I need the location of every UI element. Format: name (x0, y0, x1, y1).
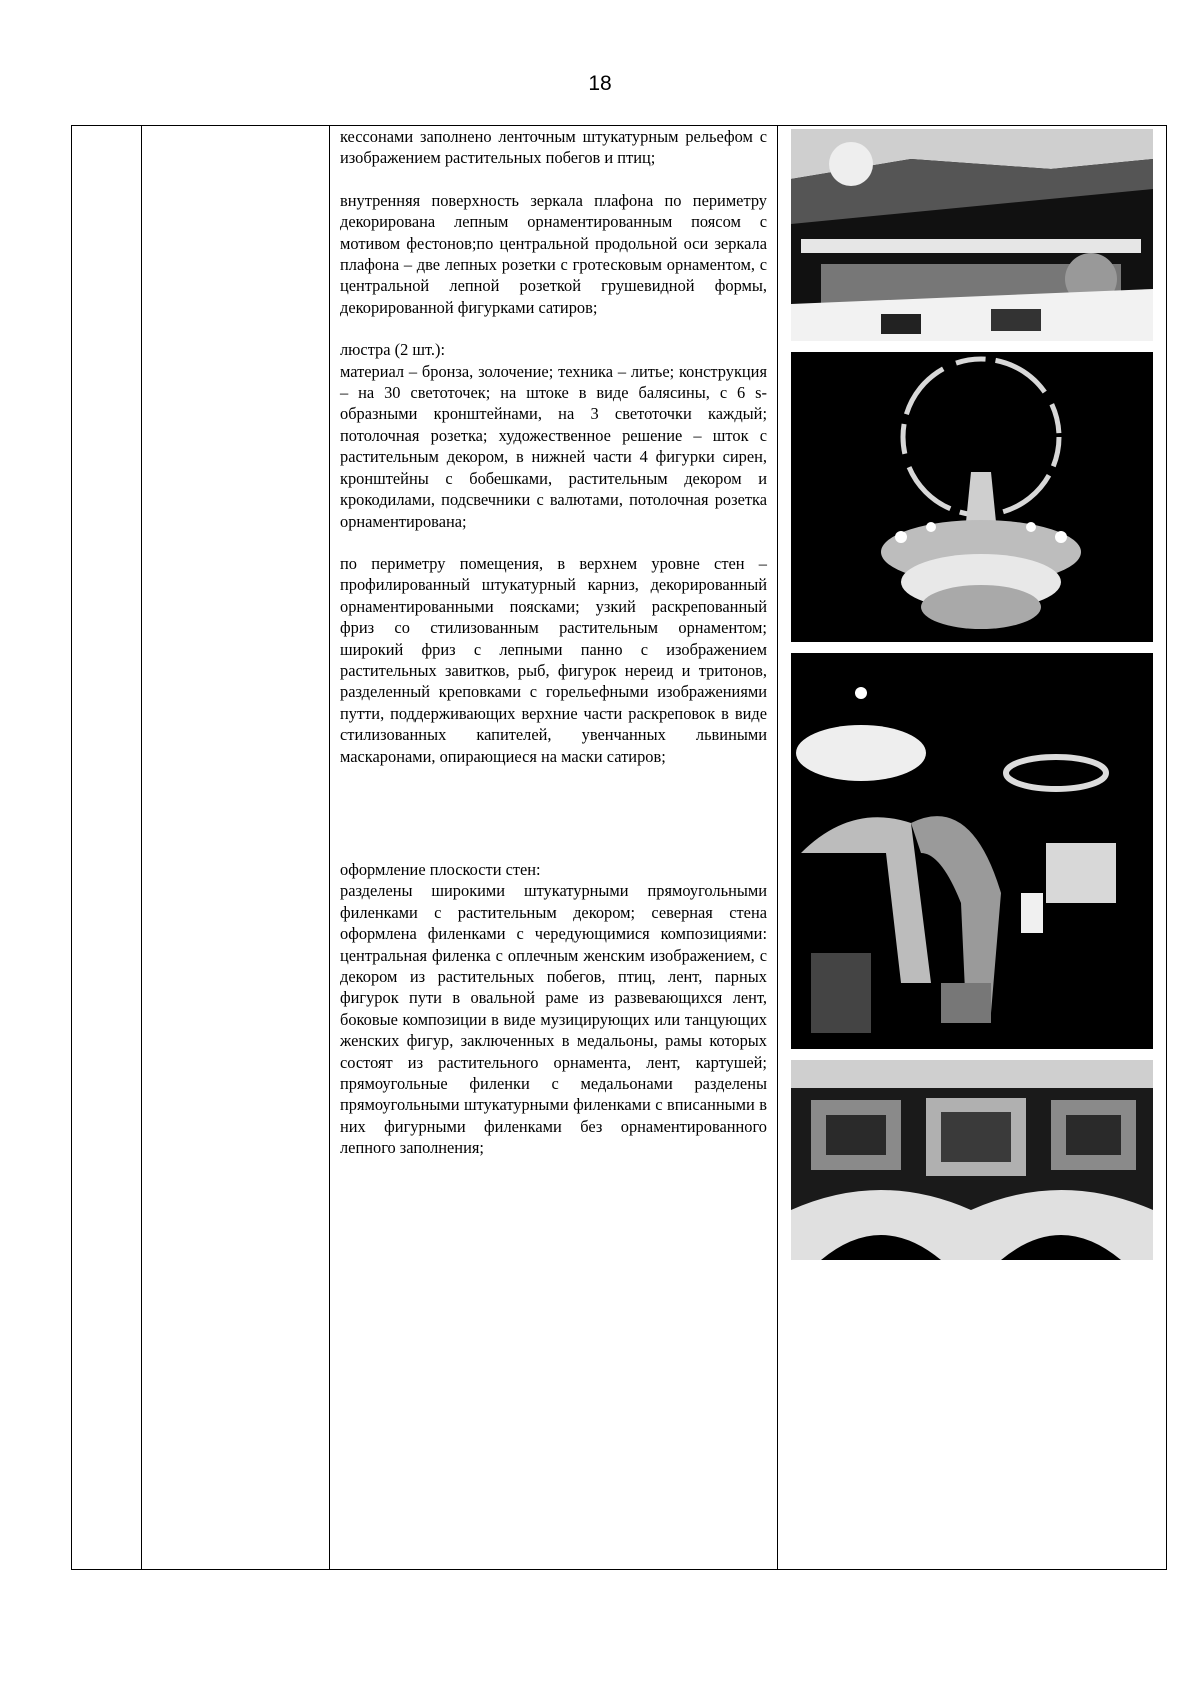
paragraph-coffers: кессонами заполнено ленточным штукатурным рельефом с изображением растительных побегов и птиц; (340, 127, 767, 168)
photo-ceiling-plafond (791, 129, 1153, 341)
photo-hall-arches (791, 653, 1153, 1049)
photo-cell (778, 126, 1167, 1570)
paragraph-cornice: по периметру помещения, в верхнем уровне стен – профилированный штукатурный карниз, декорированный орнаментированными поясками; узкий раскрепованный фриз со стилизованным растительным орнаментом; широкий фриз с лепными панно с изображением растительных завитков, рыб, фигурок нереид и тритонов, разделенный креповками с горельефными изображениями путти, поддерживающих верхние части раскреповок в виде стилизованных капителей, увенчанных львиными маскаронами, опирающиеся на маски сатиров; (340, 553, 767, 766)
name-cell (142, 126, 330, 1570)
paragraph-plafond: внутренняя поверхность зеркала плафона по периметру декорирована лепным орнаментированным поясом с мотивом фестонов;по центральной продольной оси зеркала плафона – две лепных розетки с гротесковым орнаментом, с центральной лепной розеткой грушевидной формы, декорированной фигурками сатиров; (340, 190, 767, 317)
photo-chandelier (791, 352, 1153, 642)
paragraph-chandelier-heading: люстра (2 шт.): (340, 340, 446, 360)
description-cell (330, 126, 778, 1570)
number-cell (72, 126, 142, 1570)
page-number: 18 (588, 72, 612, 95)
photo-wall-panels (791, 1060, 1153, 1260)
paragraph-walls-heading: оформление плоскости стен: (340, 859, 541, 879)
paragraph-walls: разделены широкими штукатурными прямоугольными филенками с растительным декором; северная стена оформлена филенками с чередующимися композициями: центральная филенка с оплечным женским изображением, с декором из растительных побегов, птиц, лент, парных фигурок пути в овальной раме из развевающихся лент, боковые композиции в виде музицирующих или танцующих женских фигур, заключенных в медальоны, рамы которых состоят из растительного орнамента, лент, картушей; прямоугольные филенки с медальонами разделены прямоугольными штукатурными филенками с вписанными в них фигурными филенками без орнаментированного лепного заполнения; (340, 881, 767, 1158)
monument-description-table (71, 125, 1167, 1570)
paragraph-chandelier: материал – бронза, золочение; техника – литье; конструкция – на 30 светоточек; на штоке в виде балясины, с 6 s-образными кронштейнами, на 3 светоточки каждый; потолочная розетка; художественное решение – шток с растительным декором, в нижней части 4 фигурки сирен, кронштейны с бобешками, растительным декором и крокодилами, подсвечники с валютами, потолочная розетка орнаментирована; (340, 361, 767, 531)
